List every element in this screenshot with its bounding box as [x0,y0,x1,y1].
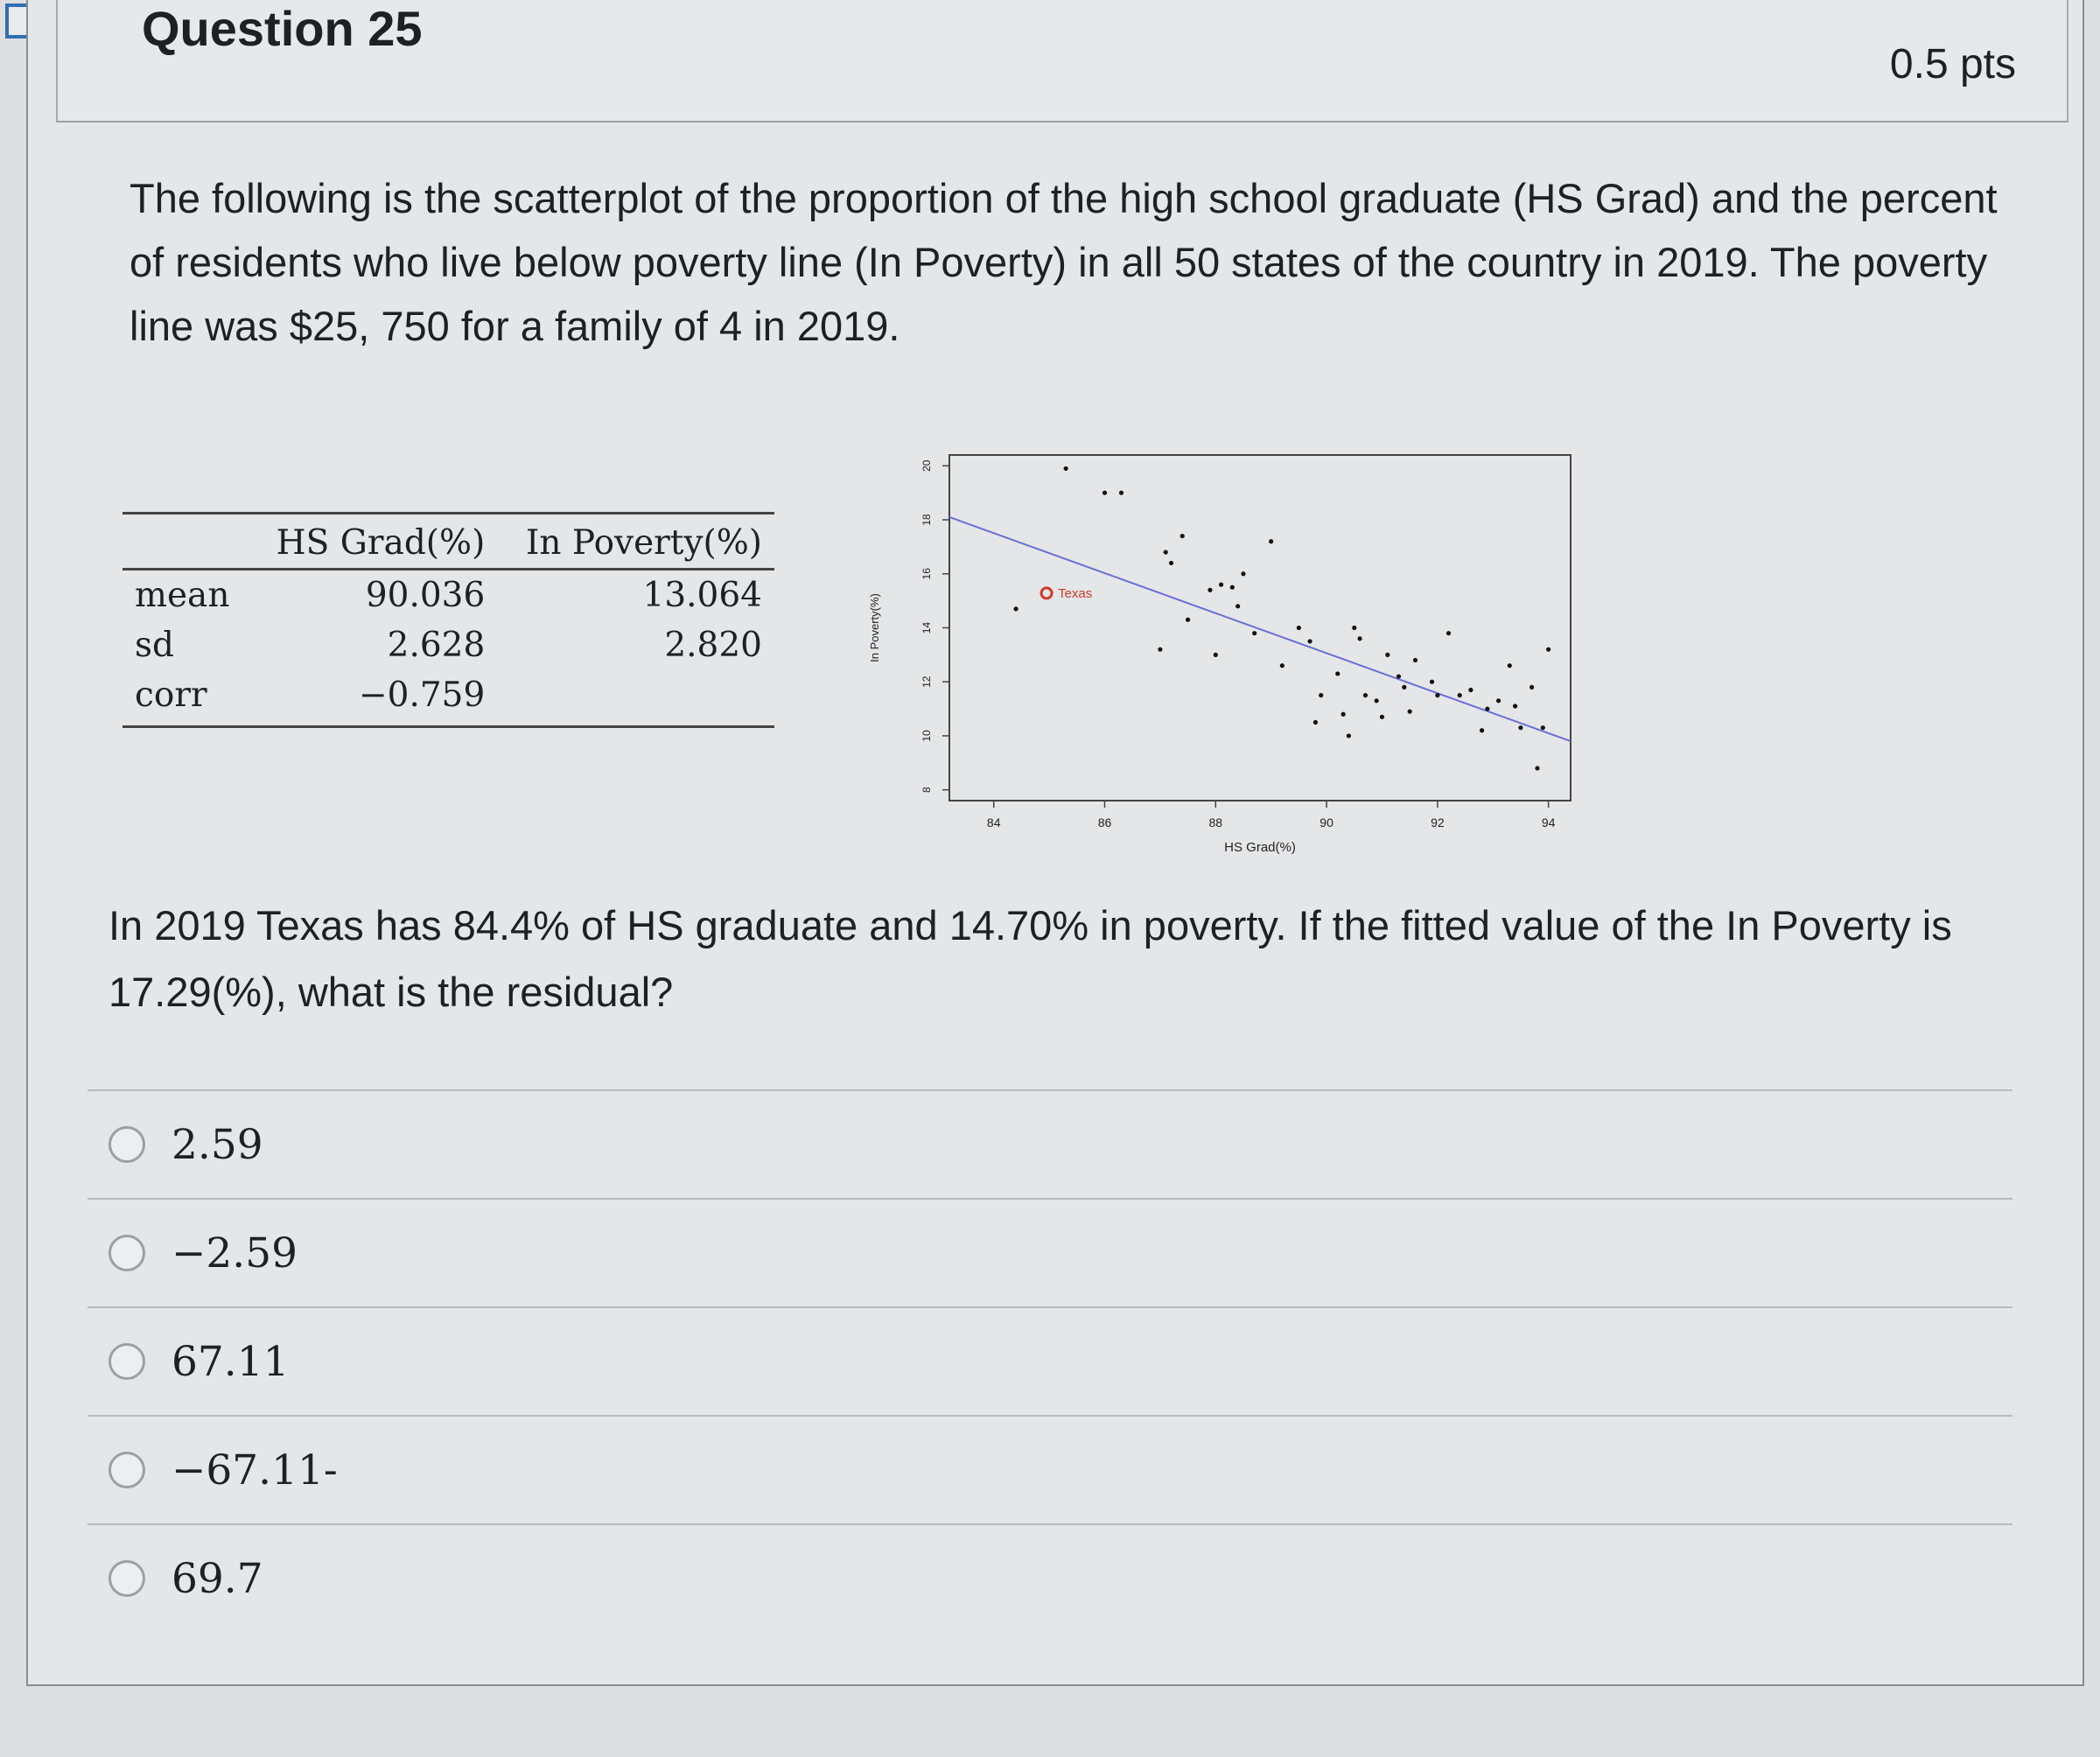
data-point [1458,693,1462,697]
question-text: In 2019 Texas has 84.4% of HS graduate and 14.70% in poverty. If the fitted value of the In Poverty is 17.29(%), what is the residual? [108,902,1952,1015]
data-point [1186,618,1190,622]
data-point [1335,671,1340,676]
answer-option[interactable] [88,1198,2012,1306]
data-point [1169,561,1173,565]
data-point [1485,706,1489,710]
data-point [1313,720,1318,724]
data-point [1535,766,1539,770]
data-point [1241,571,1245,576]
x-tick-label: 94 [1541,816,1556,830]
data-point [1396,674,1401,678]
y-tick-label: 16 [920,568,933,580]
table-header-row [122,514,774,570]
table-row [122,620,774,670]
data-point [1013,606,1018,611]
question-header [56,0,2068,122]
data-point [1530,685,1534,690]
data-point [1352,626,1356,630]
answer-label: 67.11 [172,1337,290,1386]
data-point [1158,648,1162,652]
y-tick-label: 10 [920,730,933,742]
data-point [1375,698,1379,703]
data-point [1513,704,1517,708]
data-point [1480,728,1484,732]
data-point [1413,658,1418,662]
answer-label: 2.59 [172,1120,263,1169]
data-point [1380,715,1384,719]
table-header-cell: HS Grad(%) [249,514,497,570]
data-point [1402,685,1406,690]
data-point [1180,534,1185,538]
answer-label: −67.11- [172,1446,338,1494]
y-tick-label: 14 [920,621,933,634]
table-cell: sd [135,626,174,665]
table-cell: corr [122,670,249,727]
data-point [1340,712,1345,717]
x-tick-label: 92 [1431,816,1445,830]
table-row [122,570,774,621]
table-cell: 2.820 [664,626,762,665]
data-point [1280,663,1284,668]
data-point [1508,663,1512,668]
radio-button[interactable] [108,1235,145,1271]
data-point [1541,725,1545,730]
data-point [1208,588,1212,592]
table-header-cell: In Poverty(%) [497,514,774,570]
answer-option[interactable] [88,1523,2012,1632]
table-row [122,670,774,727]
radio-button[interactable] [108,1126,145,1163]
texas-marker [1041,588,1052,598]
answer-label: −2.59 [172,1228,298,1278]
radio-button[interactable] [108,1452,145,1488]
question-title: Question 25 [142,1,423,56]
points-value: 0.5 pts [1889,41,2016,88]
data-point [1219,583,1223,587]
texas-label: Texas [1058,585,1093,601]
data-point [1546,648,1550,652]
data-point [1435,693,1439,697]
table-cell: 13.064 [642,576,762,615]
data-point [1468,688,1473,692]
table-cell: 90.036 [365,576,486,615]
data-point [1518,725,1522,730]
y-axis-label: In Poverty(%) [868,593,881,662]
data-point [1496,698,1501,703]
scatterplot [858,442,1584,862]
data-point [1252,631,1256,635]
table-header-cell [122,514,249,570]
x-tick-label: 90 [1320,816,1334,830]
data-point [1164,550,1168,554]
data-point [1446,631,1451,635]
data-point [1102,491,1107,495]
data-point [1064,466,1068,471]
answer-option[interactable] [88,1306,2012,1415]
data-point [1347,733,1351,738]
x-tick-label: 84 [986,816,1001,830]
data-point [1430,680,1434,684]
question-prompt: The following is the scatterplot of the proportion of the high school graduate (HS Grad) and the percent of residents who live below poverty line (In Poverty) in all 50 states of the country in 2019. The poverty line was $25, 750 for a family of 4 in 2019. [130,175,1998,349]
answer-list [88,1089,2012,1632]
radio-button[interactable] [108,1343,145,1380]
plot-frame [949,455,1571,801]
y-tick-label: 20 [920,459,933,472]
summary-stats-table [122,512,774,728]
x-axis-label: HS Grad(%) [1224,840,1296,855]
data-point [1358,636,1362,640]
data-point [1408,710,1412,714]
data-point [1319,693,1323,697]
y-tick-label: 18 [920,514,933,526]
answer-label: 69.7 [172,1554,263,1603]
data-point [1230,585,1235,590]
table-cell: −0.759 [249,670,497,727]
answer-option[interactable] [88,1089,2012,1198]
data-point [1297,626,1301,630]
data-point [1385,653,1390,657]
x-tick-label: 86 [1097,816,1112,830]
radio-button[interactable] [108,1560,145,1597]
y-tick-label: 8 [920,787,933,793]
data-point [1214,653,1218,657]
answer-option[interactable] [88,1415,2012,1523]
fit-line [949,517,1571,741]
data-point [1363,693,1368,697]
table-cell: 2.628 [387,626,486,665]
data-point [1236,604,1240,608]
y-tick-label: 12 [920,676,933,688]
table-cell [497,670,774,727]
data-point [1307,639,1312,643]
data-point [1269,539,1273,543]
data-point [1119,491,1124,495]
table-cell: mean [135,576,230,615]
x-tick-label: 88 [1208,816,1223,830]
